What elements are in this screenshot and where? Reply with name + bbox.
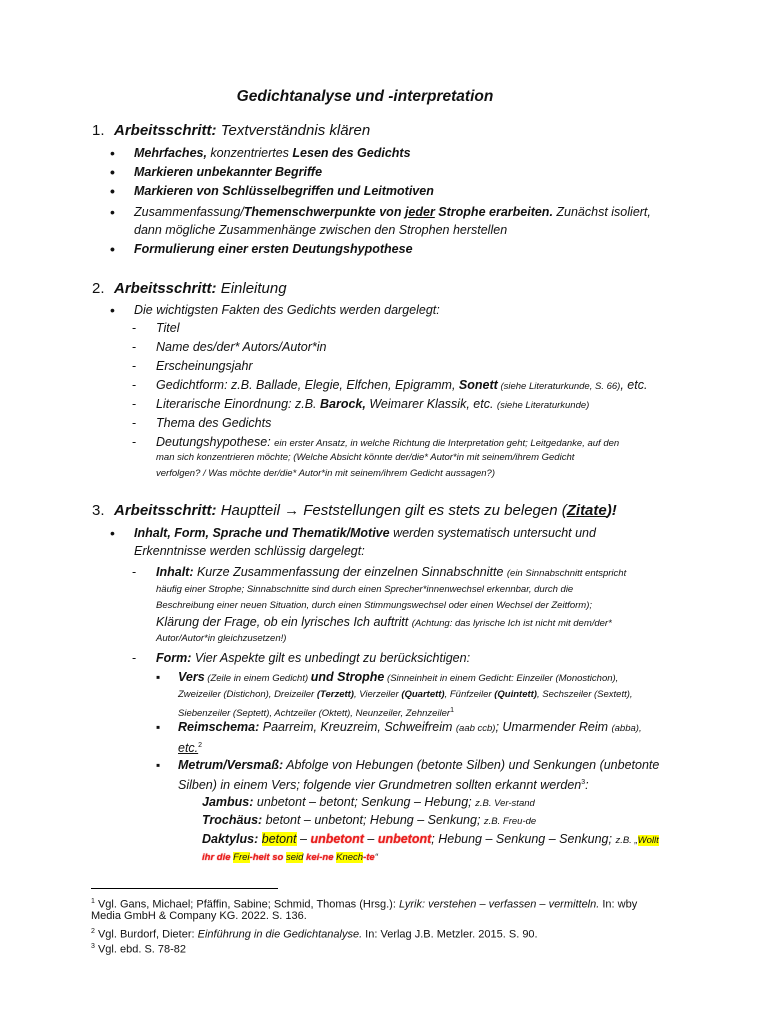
list-item: • Inhalt, Form, Sprache und Thematik/Motive werden systematisch untersucht und [134,524,596,542]
footnote-ref: 2 [198,742,203,749]
list-item-continuation: etc.$^2$ [178,741,203,756]
list-item: - Name des/der* Autors/Autor*in [156,338,326,356]
metrum-jambus: Jambus: unbetont – betont; Senkung – Hebung; z.B. Ver-stand [202,795,535,809]
list-item: - Thema des Gedichts [156,414,271,432]
list-item-continuation: Klärung der Frage, ob ein lyrisches Ich auftritt (Achtung: das lyrische Ich ist nicht mit dem/der* [156,615,612,629]
list-item-continuation: man sich konzentrieren möchte; (Welche Absicht könnte der/die* Autor*in mit seinem/ihrem Gedicht [156,452,575,463]
list-item: • Formulierung einer ersten Deutungshypothese [134,240,413,258]
list-item: • Mehrfaches, konzentriertes Lesen des Gedichts [134,144,411,162]
list-item-continuation: Zweizeiler (Distichon), Dreizeiler (Terzett), Vierzeiler (Quartett), Fünfzeiler (Quintett), Sechszeiler (Sextett), [178,689,633,700]
list-item-metrum: ▪ Metrum/Versmaß: Abfolge von Hebungen (betonte Silben) und Senkungen (unbetonte [178,756,659,774]
section-2-heading: 2. Arbeitsschritt: Einleitung [92,280,287,297]
list-item-continuation: Siebenzeiler (Septett), Achtzeiler (Oktett), Neunzeiler, Zehnzeiler$^1$ [178,707,455,720]
list-item-continuation: Erkenntnisse werden schlüssig dargelegt: [134,544,365,558]
list-item: - Literarische Einordnung: z.B. Barock, Weimarer Klassik, etc. (siehe Literaturkunde) [156,395,589,415]
list-item-continuation: Autor/Autor*in gleichzusetzen!) [156,633,287,644]
list-item: - Gedichtform: z.B. Ballade, Elegie, Elfchen, Epigramm, Sonett (siehe Literaturkunde, S. 66), etc. [156,376,647,396]
list-item: - Erscheinungsjahr [156,357,253,375]
list-item-form: - Form: Vier Aspekte gilt es unbedingt zu berücksichtigen: [156,649,470,667]
list-item-vers: ▪ Vers (Zeile in einem Gedicht) und Strophe (Sinneinheit in einem Gedicht: Einzeiler (Monostichon), [178,668,618,688]
list-item-reimschema: ▪ Reimschema: Paarreim, Kreuzreim, Schweifreim (aab ccb); Umarmender Reim (abba), [178,718,642,738]
footnote-2: $^2$ Vgl. Burdorf, Dieter: Einführung in die Gedichtanalyse. In: Verlag J.B. Metzler. 2015. S. 90. [91,928,538,941]
section-3-heading: 3. Arbeitsschritt: Hauptteil → Feststellungen gilt es stets zu belegen (Zitate)! [92,502,617,519]
section-1-heading: 1. Arbeitsschritt: Textverständnis klären [92,122,371,139]
footnote-separator [91,888,278,889]
footnote-1-continuation: Media GmbH & Company KG. 2022. S. 136. [91,910,307,922]
footnote-ref: 1 [450,707,455,714]
metrum-trochaeus: Trochäus: betont – unbetont; Hebung – Senkung; z.B. Freu-de [202,813,537,827]
list-item: • Die wichtigsten Fakten des Gedichts werden dargelegt: [134,301,440,319]
footnote-ref: 3 [581,779,586,786]
list-item: • Zusammenfassung/Themenschwerpunkte von jeder Strophe erarbeiten. Zunächst isoliert, [134,203,651,221]
page-title: Gedichtanalyse und -interpretation [236,88,494,105]
list-item-continuation: verfolgen? / Was möchte der/die* Autor*in mit seinem/ihrem Gedicht aussagen?) [156,468,495,479]
metrum-daktylus: Daktylus: betont – unbetont – unbetont; Hebung – Senkung – Senkung; z.B. „Wollt [202,832,659,846]
list-item-inhalt: - Inhalt: Kurze Zusammenfassung der einzelnen Sinnabschnitte (ein Sinnabschnitt entspricht [156,563,626,583]
list-item-continuation: Beschreibung einer neuen Situation, durch einen Stimmungswechsel oder einen Wechsel der Zeitform); [156,600,593,611]
list-item-continuation: dann mögliche Zusammenhänge zwischen den Strophen herstellen [134,223,508,237]
list-item: • Markieren unbekannter Begriffe [134,163,322,181]
list-item: - Deutungshypothese: ein erster Ansatz, in welche Richtung die Interpretation geht; Leitgedanke, auf den [156,433,619,453]
list-item: - Titel [156,319,180,337]
list-item-continuation: häufig einer Strophe; Sinnabschnitte sind durch einen Sprecher*innenwechsel erkennbar, durch die [156,584,574,595]
footnote-3: $^3$ Vgl. ebd. S. 78-82 [91,943,187,956]
list-item-continuation: Silben) in einem Vers; folgende vier Grundmetren sollten erkannt werden$^3$: [178,778,589,793]
list-item: • Markieren von Schlüsselbegriffen und Leitmotiven [134,182,434,200]
footnote-1: $^1$ Vgl. Gans, Michael; Pfäffin, Sabine; Schmid, Thomas (Hrsg.): Lyrik: verstehen – verfassen – vermitteln. In: wby [91,898,638,911]
daktylus-example: ihr die Frei-heit so seid kei-ne Knech-te“ [202,852,378,863]
